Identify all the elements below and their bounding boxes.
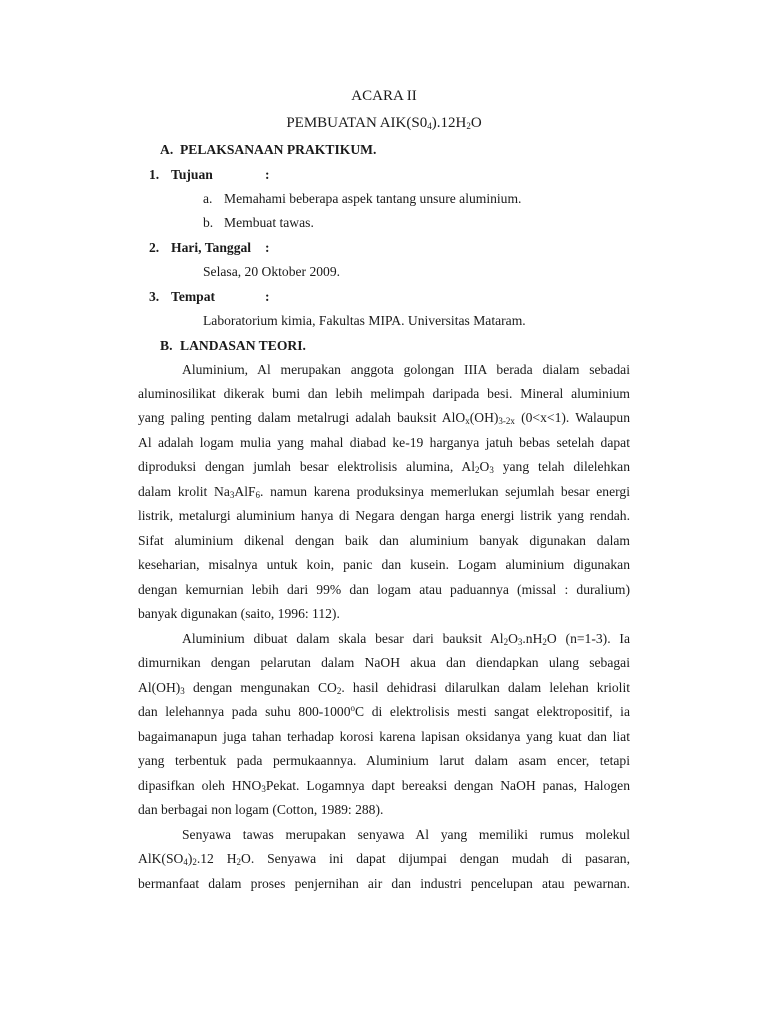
subscript: 6 [255,490,261,500]
subtitle-part: O [470,115,482,131]
subscript: 2 [336,686,342,696]
text-run: dipasifkan oleh HNO [138,778,262,793]
text-run: . namun karena produksinya memerlukan sejumlah besar energi [260,484,630,499]
text-run: dengan mengunakan CO [184,680,337,695]
paragraph-1-line: Al adalah logam mulia yang mahal diabad ke-19 harganya jatuh bebas setelah dapat [138,435,630,450]
text-run: yang telah dilelehkan [493,459,630,474]
doc-title [0,89,768,104]
paragraph-3-line: Senyawa tawas merupakan senyawa Al yang memiliki rumus molekul [182,827,630,842]
item1-number: 1. [149,167,160,182]
subscript: x [465,416,470,426]
paragraph-2-line: bagaimanapun juga tahan terhadap korosi karena lapisan oksidanya yang kuat dan liat [138,729,630,744]
doc-subtitle [0,116,768,131]
paragraph-2-line: dan berbagai non logam (Cotton, 1989: 288). [138,802,384,817]
text-run: . hasil dehidrasi dilarulkan dalam lelehan kriolit [341,680,630,695]
text-run: O [479,459,490,474]
subitem-a-marker: a. [203,191,213,206]
subitem-a-text: Memahami beberapa aspek tantang unsure aluminium. [224,191,522,206]
paragraph-2-line [138,680,630,696]
subitem-b-marker: b. [203,215,214,230]
subscript: 2 [503,637,509,647]
paragraph-1-line [138,459,630,475]
subscript: 2 [474,465,480,475]
superscript: o [350,703,355,713]
subscript: 4 [183,857,188,867]
text-run: Pekat. Logamnya dapt bereaksi dengan NaOH panas, Halogen [265,778,630,793]
paragraph-2-line: dimurnikan dengan pelarutan dalam NaOH akua dan diendapkan ulang sebagai [138,655,630,670]
item2-value: Selasa, 20 Oktober 2009. [203,264,341,279]
text-run: dalam krolit Na [138,484,230,499]
section-b-label: B. [160,338,173,353]
subscript: 3 [180,686,185,696]
text-run: dan lelehannya pada suhu 800-1000 [138,704,351,719]
section-b-heading: LANDASAN TEORI. [180,338,306,353]
text-run: (OH) [469,410,499,425]
item2-colon: : [265,240,270,255]
item2-number: 2. [149,240,160,255]
subscript: 2 [542,637,547,647]
subtitle-part: ).12H [431,115,467,131]
subscript: 3-2x [498,416,515,426]
text-run: C di elektrolisis mesti sangat elektropositif, ia [355,704,630,719]
text-run: (0<x<1). Walaupun [514,410,631,425]
item2-label: Hari, Tanggal [171,240,252,255]
section-a-heading: PELAKSANAAN PRAKTIKUM. [180,142,377,157]
item1-colon: : [265,167,270,182]
subtitle-sub: 4 [427,121,432,131]
text-run: diproduksi dengan jumlah besar elektrolisis alumina, Al [138,459,475,474]
item3-number: 3. [149,289,160,304]
paragraph-3-line: bermanfaat dalam proses penjernihan air dan industri pencelupan atau pewarnan. [138,876,630,891]
paragraph-1-line: Sifat aluminium dikenal dengan baik dan aluminium banyak digunakan dalam [138,533,630,548]
paragraph-1-line: listrik, metalurgi aluminium hanya di Negara dengan harga energi listrik yang rendah. [138,508,630,523]
text-run: yang paling penting dalam metalrugi adalah bauksit AlO [138,410,466,425]
subscript: 3 [229,490,235,500]
text-run: Al(OH) [138,680,181,695]
item3-colon: : [265,289,270,304]
subtitle-part: PEMBUATAN AIK(S0 [286,115,428,131]
paragraph-1-line: dengan kemurnian lebih dari 99% dan logam atau paduannya (missal : duralium) [138,582,630,597]
text-run: .12 H [196,851,237,866]
paragraph-1-line: aluminosilikat dikerak bumi dan lebih melimpah daripada besi. Mineral aluminium [138,386,630,401]
paragraph-1-line [138,410,630,426]
subscript: 3 [517,637,523,647]
item1-label: Tujuan [171,167,213,182]
paragraph-2-line [138,778,630,794]
paragraph-2-line [138,631,630,647]
subscript: 2 [192,857,197,867]
paragraph-3-line [138,851,630,867]
text-run: .nH [522,631,543,646]
item3-value: Laboratorium kimia, Fakultas MIPA. Universitas Mataram. [203,313,526,328]
subscript: 3 [261,784,266,794]
text-run: Aluminium dibuat dalam skala besar dari bauksit Al [182,631,504,646]
paragraph-2-line: yang terbentuk pada permukaannya. Aluminium larut dalam asam encer, tetapi [138,753,630,768]
subitem-b-text: Membuat tawas. [224,215,314,230]
subscript: 2 [236,857,242,867]
paragraph-2-line [138,704,630,720]
section-a-label: A. [160,142,174,157]
subtitle-sub: 2 [466,121,471,131]
paragraph-1-line: keseharian, misalnya untuk koin, panic dan kusein. Logam aluminium digunakan [138,557,630,572]
item3-label: Tempat [171,289,216,304]
text-run: ) [187,851,193,866]
text-run: O [508,631,518,646]
paragraph-1-line: banyak digunakan (saito, 1996: 112). [138,606,340,621]
paragraph-1-line [138,484,630,500]
text-run: O. Senyawa ini dapat dijumpai dengan mudah di pasaran, [241,851,630,866]
text-run: O (n=1-3). Ia [546,631,630,646]
text-run: AlK(SO [138,851,184,866]
subscript: 3 [489,465,494,475]
title-line1: ACARA II [351,88,417,104]
text-run: AlF [234,484,256,499]
paragraph-1-line: Aluminium, Al merupakan anggota golongan IIIA berada dialam sebadai [182,362,630,377]
